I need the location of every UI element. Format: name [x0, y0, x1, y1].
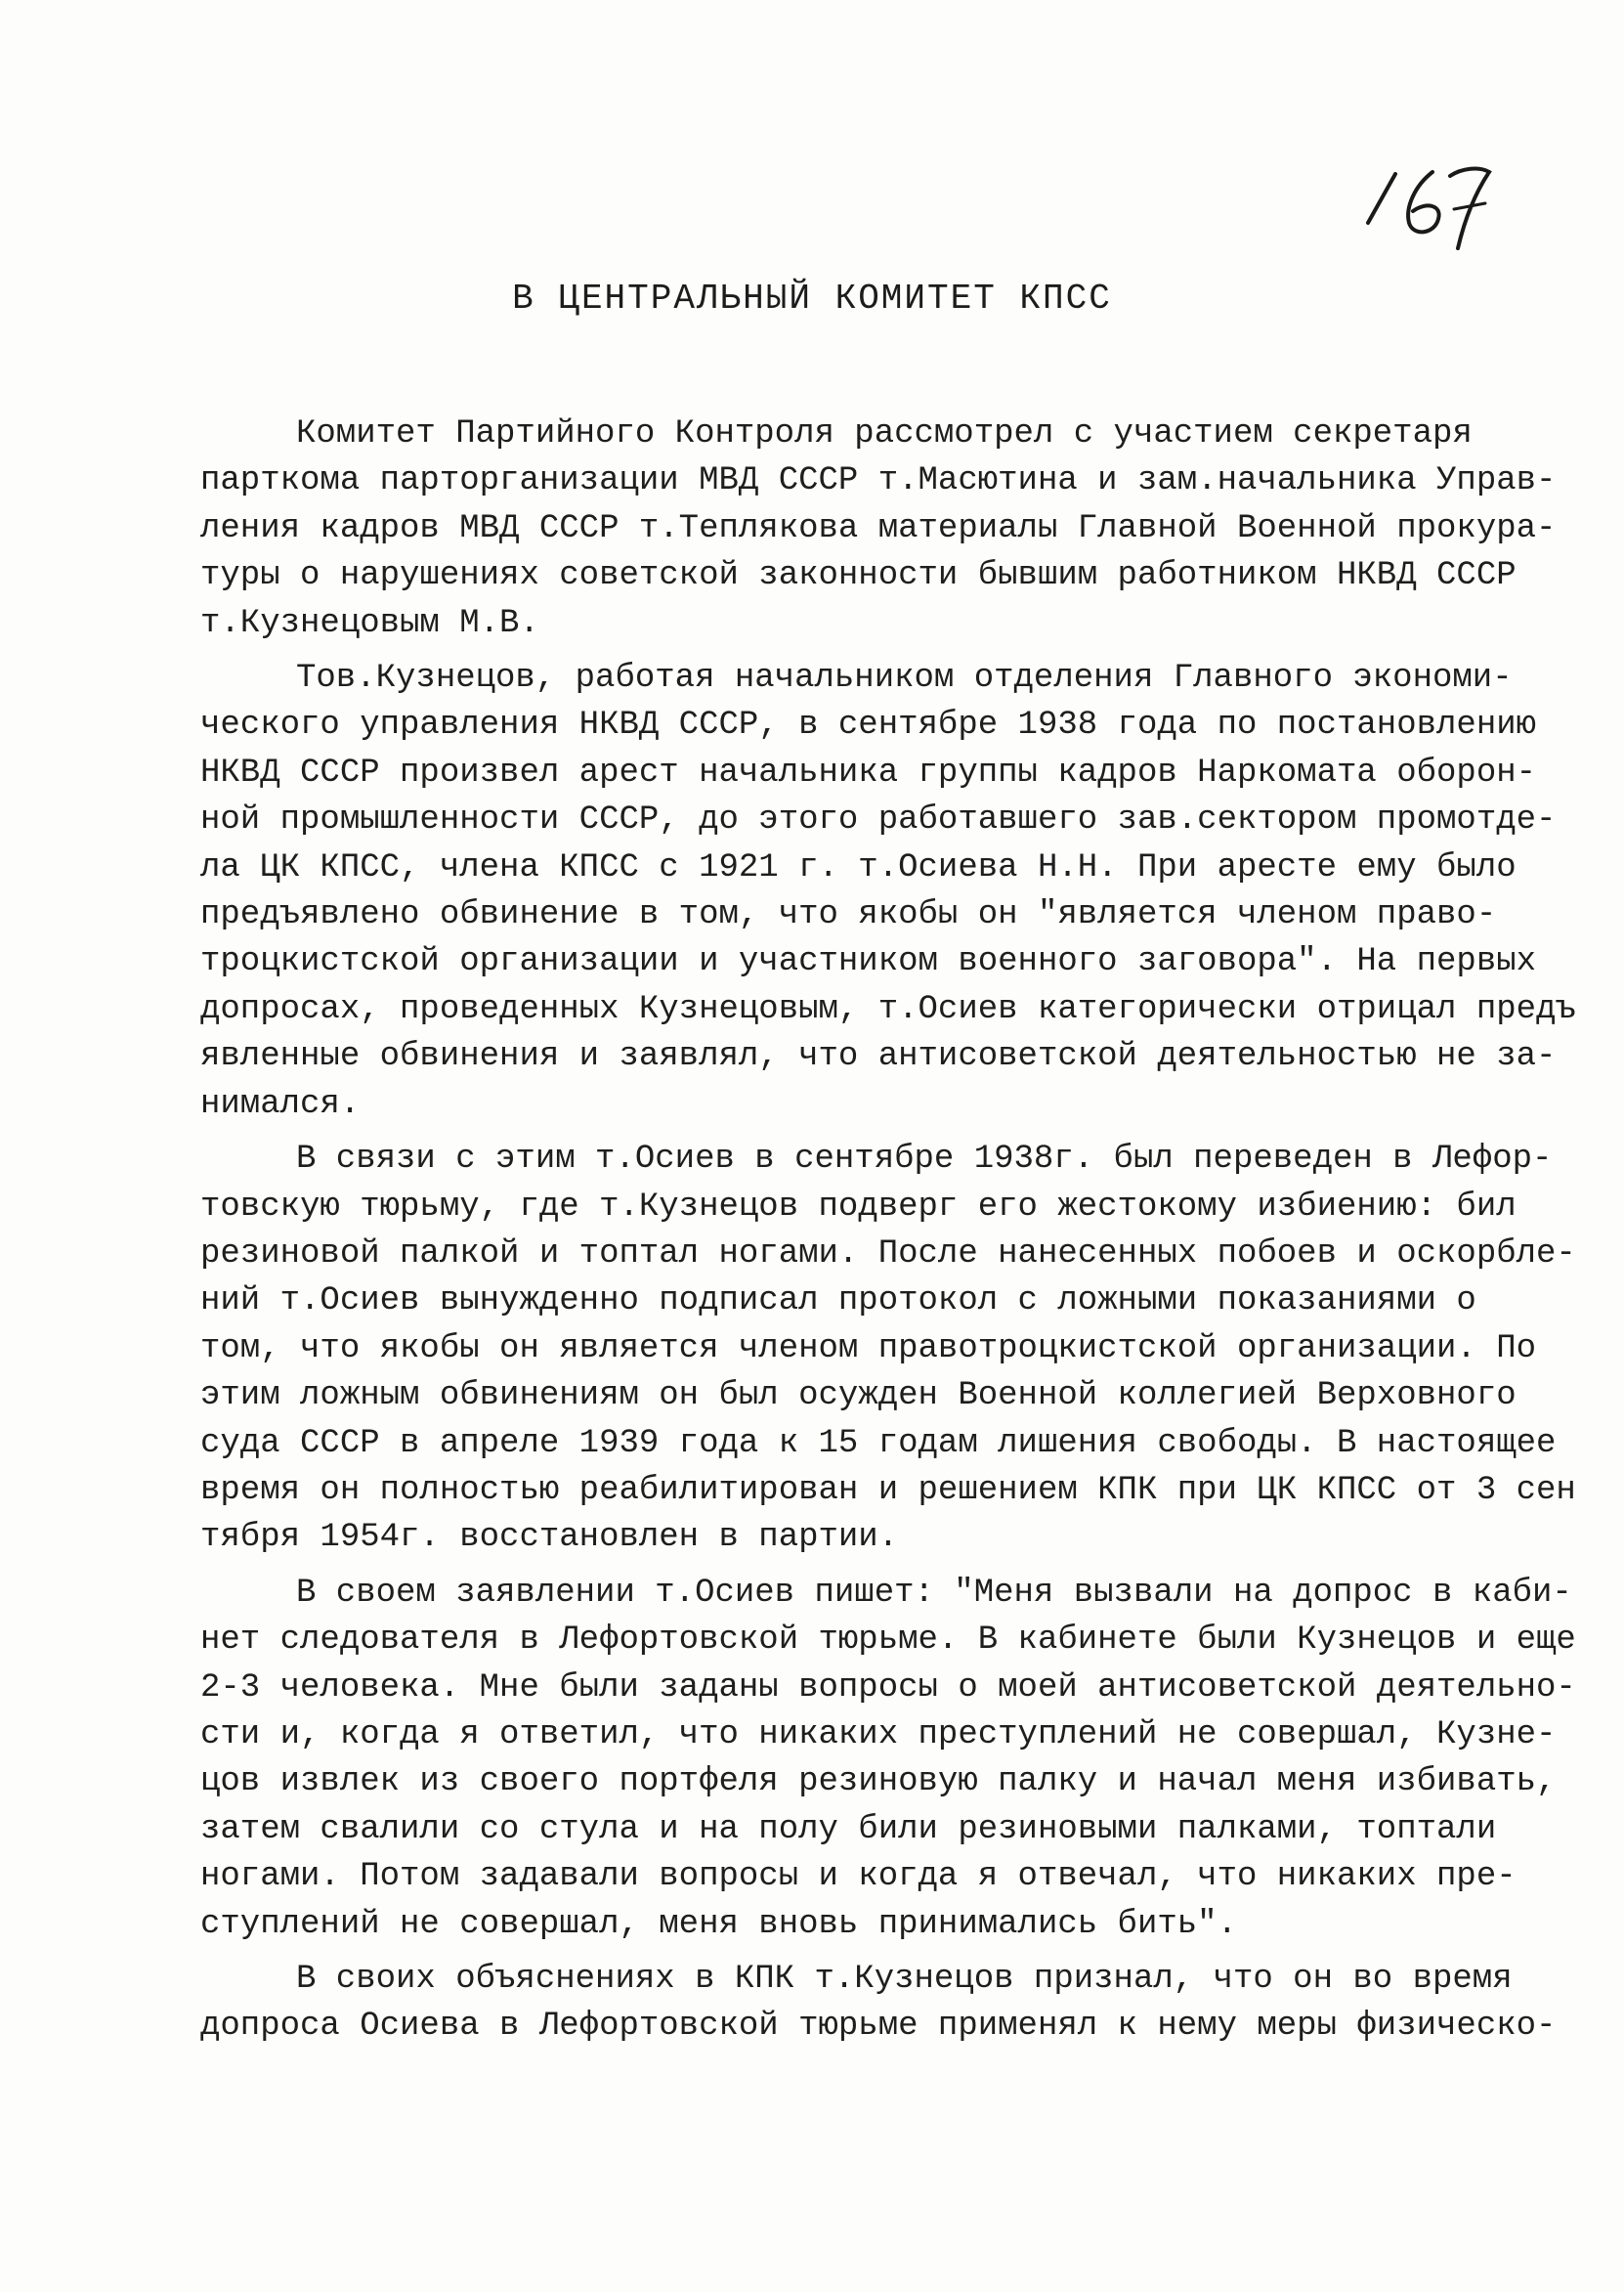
text-line: резиновой палкой и топтал ногами. После нанесенных побоев и оскорбле- — [200, 1234, 1576, 1273]
text-line: т.Кузнецовым М.В. — [200, 604, 539, 642]
text-line: ступлений не совершал, меня вновь принимались бить". — [200, 1905, 1237, 1943]
text-line: В своих объяснениях в КПК т.Кузнецов признал, что он во время — [296, 1961, 1513, 1998]
text-line: том, что якобы он является членом правотроцкистской организации. По — [200, 1329, 1537, 1367]
text-line: В связи с этим т.Осиев в сентябре 1938г. был переведен в Лефор- — [296, 1141, 1553, 1179]
text-line: нет следователя в Лефортовской тюрьме. В кабинете были Кузнецов и еще — [200, 1622, 1576, 1660]
text-line: нимался. — [200, 1085, 361, 1123]
text-line: допроса Осиева в Лефортовской тюрьме применял к нему меры физическо- — [200, 2008, 1557, 2046]
text-line: цов извлек из своего портфеля резиновую палку и начал меня избивать, — [200, 1763, 1557, 1801]
handwritten-page-number — [1356, 147, 1513, 254]
text-line: ла ЦК КПСС, члена КПСС с 1921 г. т.Осиева Н.Н. При аресте ему было — [200, 848, 1517, 887]
text-line: предъявлено обвинение в том, что якобы он "является членом право- — [200, 896, 1497, 934]
text-line: Тов.Кузнецов, работая начальником отделения Главного экономи- — [296, 660, 1513, 698]
text-line: суда СССР в апреле 1939 года к 15 годам лишения свободы. В настоящее — [200, 1424, 1557, 1462]
document-heading: В ЦЕНТРАЛЬНЫЙ КОМИТЕТ КПСС — [512, 279, 1112, 319]
text-line: ления кадров МВД СССР т.Теплякова материалы Главной Военной прокура- — [200, 509, 1557, 547]
text-line: время он полностью реабилитирован и решением КПК при ЦК КПСС от 3 сен — [200, 1471, 1576, 1509]
text-line: ний т.Осиев вынужденно подписал протокол с ложными показаниями о — [200, 1282, 1476, 1320]
text-line: этим ложным обвинениям он был осужден Военной коллегией Верховного — [200, 1377, 1517, 1415]
text-line: В своем заявлении т.Осиев пишет: "Меня вызвали на допрос в каби- — [296, 1574, 1572, 1612]
text-line: ческого управления НКВД СССР, в сентябре 1938 года по постановлению — [200, 707, 1537, 745]
text-line: явленные обвинения и заявлял, что антисоветской деятельностью не за- — [200, 1038, 1557, 1076]
text-line: сти и, когда я ответил, что никаких преступлений не совершал, Кузне- — [200, 1715, 1557, 1753]
text-line: НКВД СССР произвел арест начальника группы кадров Наркомата оборон- — [200, 754, 1537, 792]
page-number-ink — [1356, 147, 1513, 254]
text-line: товскую тюрьму, где т.Кузнецов подверг его жестокому избиению: бил — [200, 1188, 1517, 1226]
text-line: допросах, проведенных Кузнецовым, т.Осиев категорически отрицал предъ — [200, 990, 1576, 1028]
text-line: тября 1954г. восстановлен в партии. — [200, 1519, 899, 1557]
text-line: парткома парторганизации МВД СССР т.Масютина и зам.начальника Управ- — [200, 462, 1557, 500]
text-line: затем свалили со стула и на полу били резиновыми палками, топтали — [200, 1810, 1497, 1848]
text-line: троцкистской организации и участником военного заговора". На первых — [200, 943, 1537, 981]
text-line: туры о нарушениях советской законности бывшим работником НКВД СССР — [200, 557, 1517, 595]
text-line: ногами. Потом задавали вопросы и когда я отвечал, что никаких пре- — [200, 1858, 1517, 1896]
text-line: 2-3 человека. Мне были заданы вопросы о моей антисоветской деятельно- — [200, 1668, 1576, 1707]
text-line: Комитет Партийного Контроля рассмотрел с участием секретаря — [296, 415, 1473, 453]
document-body — [200, 411, 1588, 2051]
text-line: ной промышленности СССР, до этого работавшего зав.сектором промотде- — [200, 801, 1557, 840]
